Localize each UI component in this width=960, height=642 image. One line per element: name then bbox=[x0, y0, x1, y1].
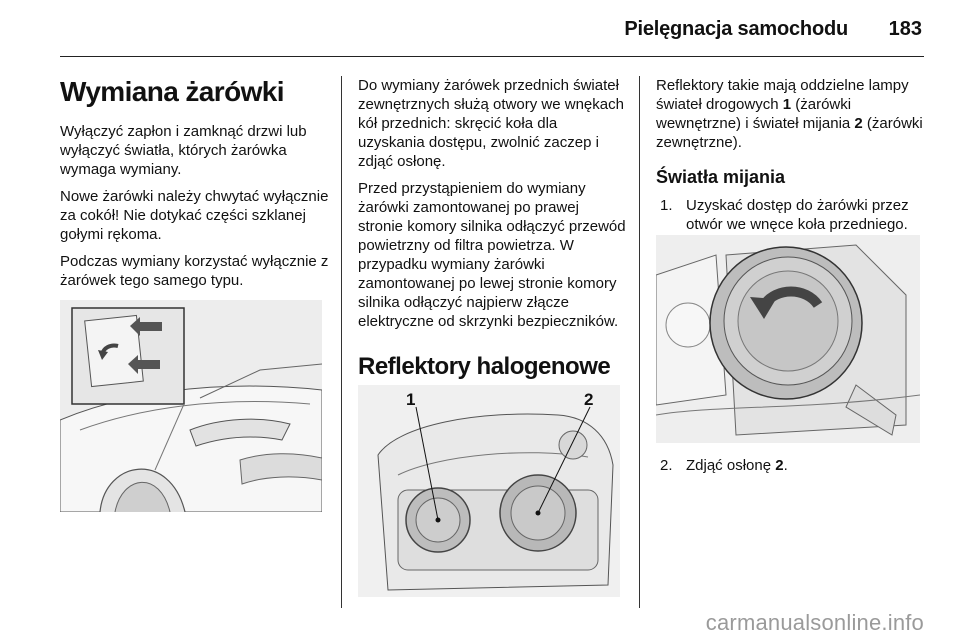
section-title: Pielęgnacja samochodu bbox=[624, 18, 848, 40]
section-heading: Reflektory halogenowe bbox=[358, 353, 611, 380]
low-beam-drawing bbox=[656, 235, 920, 443]
step-item bbox=[656, 456, 928, 475]
text-run: . bbox=[783, 457, 788, 474]
text-run: (żarówki wewnętrzne) i świateł mijania bbox=[656, 96, 855, 132]
wheel-arch-cover-illustration bbox=[60, 300, 322, 512]
text-run: (żarówki zewnętrzne). bbox=[656, 115, 923, 151]
headlight-drawing bbox=[358, 385, 620, 597]
paragraph: Do wymiany żarówek przednich świateł zewnętrznych służą otwory we wnękach kół przednich: skręcić koła dla uzyskania dostępu, zwolnić zaczep i zdjąć osłonę. bbox=[358, 77, 624, 170]
column-left bbox=[60, 76, 330, 298]
callout-label-1: 1 bbox=[406, 390, 416, 409]
paragraph bbox=[656, 76, 928, 152]
step-text bbox=[686, 456, 928, 475]
step-number: 1. bbox=[660, 197, 673, 214]
halogen-headlight-illustration bbox=[358, 385, 620, 597]
page-heading: Wymiana żarówki bbox=[60, 76, 284, 107]
column-divider bbox=[341, 76, 342, 608]
reference-number: 2 bbox=[854, 115, 863, 132]
paragraph: Wyłączyć zapłon i zamknąć drzwi lub wyłączyć światła, których żarówka wymaga wymiany. bbox=[60, 123, 307, 178]
callout-label-2: 2 bbox=[584, 390, 594, 409]
watermark: carmanualsonline.info bbox=[705, 610, 924, 635]
paragraph: Podczas wymiany korzystać wyłącznie z żarówek tego samego typu. bbox=[60, 253, 329, 289]
step-text: Uzyskać dostęp do żarówki przez otwór we wnęce koła przedniego. bbox=[686, 197, 909, 233]
step-item bbox=[656, 196, 928, 234]
page-number: 183 bbox=[888, 18, 922, 40]
subsection-heading: Światła mijania bbox=[656, 167, 786, 187]
reference-number: 1 bbox=[782, 96, 792, 113]
low-beam-access-illustration bbox=[656, 235, 920, 443]
text-run: Reflektory takie mają oddzielne lampy świateł drogowych bbox=[656, 77, 909, 113]
text-run: Zdjąć osłonę bbox=[686, 457, 776, 474]
header-divider bbox=[60, 56, 924, 57]
column-divider bbox=[639, 76, 640, 608]
step-number: 2. bbox=[660, 457, 673, 474]
column-right bbox=[656, 76, 928, 240]
paragraph: Przed przystąpieniem do wymiany żarówki zamontowanej po prawej stronie komory silnika odłączyć przewód powietrzny od filtra powietrza. W przypadku wymiany żarówki zamontowanej po lewej stronie komory silnika odłączyć najpierw złącze elektryczne od skrzynki bezpieczników. bbox=[358, 180, 626, 330]
reference-number: 2 bbox=[775, 457, 784, 474]
steps-list bbox=[656, 456, 928, 475]
paragraph: Nowe żarówki należy chwytać wyłącznie za cokół! Nie dotykać części szklanej gołymi rękoma. bbox=[60, 188, 329, 243]
column-right-continued bbox=[656, 456, 928, 481]
steps-list bbox=[656, 196, 928, 234]
car-front-drawing bbox=[60, 300, 322, 512]
column-middle bbox=[358, 76, 628, 395]
